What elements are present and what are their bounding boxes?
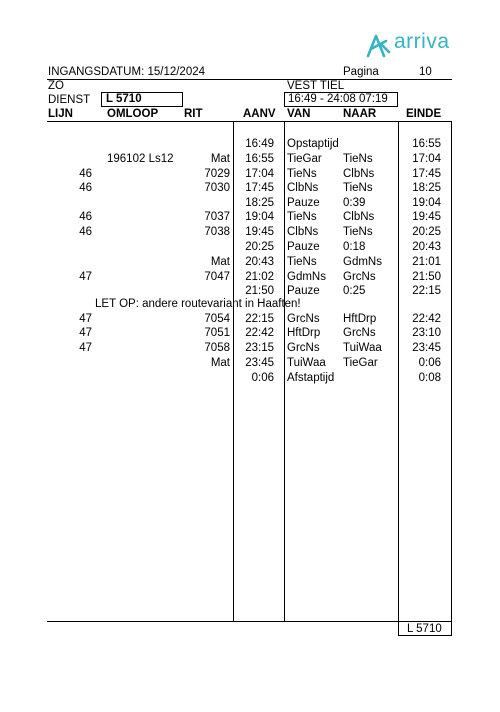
cell-naar: GdmNs <box>343 256 382 268</box>
table-row <box>0 271 500 286</box>
cell-van: ClbNs <box>287 182 319 194</box>
cell-einde: 17:04 <box>412 153 441 165</box>
dienst-label: DIENST <box>48 94 91 106</box>
cell-naar: HftDrp <box>343 313 377 325</box>
cell-lijn: 46 <box>79 211 92 223</box>
table-row <box>0 241 500 256</box>
cell-van: GdmNs <box>287 271 326 283</box>
cell-rit: Mat <box>210 256 230 268</box>
table-row <box>0 342 500 357</box>
pagina-value: 10 <box>419 66 432 78</box>
day-code: ZO <box>48 80 64 92</box>
cell-naar: GrcNs <box>343 327 376 339</box>
cell-lijn: 46 <box>79 182 92 194</box>
cell-aanv: 19:45 <box>245 226 274 238</box>
cell-einde: 17:45 <box>412 168 441 180</box>
cell-aanv: 18:25 <box>245 197 274 209</box>
col-rit: RIT <box>184 108 203 120</box>
col-omloop: OMLOOP <box>107 108 159 120</box>
table-row <box>0 372 500 387</box>
cell-naar: 0:18 <box>343 241 366 253</box>
col-aanv: AANV <box>243 108 276 120</box>
table-row <box>0 357 500 372</box>
table-row <box>0 211 500 226</box>
cell-einde: 22:15 <box>412 285 441 297</box>
footer-dienst-code: L 5710 <box>407 623 442 635</box>
col-einde: EINDE <box>406 108 442 120</box>
cell-aanv: 21:50 <box>245 285 274 297</box>
cell-aanv: 0:06 <box>251 372 274 384</box>
cell-einde: 20:43 <box>412 241 441 253</box>
cell-van: TuiWaa <box>287 357 326 369</box>
cell-van: GrcNs <box>287 313 320 325</box>
cell-van: Afstaptijd <box>287 372 335 384</box>
cell-einde: 23:10 <box>412 327 441 339</box>
cell-rit: 7037 <box>204 211 230 223</box>
cell-naar: ClbNs <box>343 168 375 180</box>
arriva-wordmark: arriva <box>394 30 450 53</box>
cell-aanv: 17:45 <box>245 182 274 194</box>
cell-naar: GrcNs <box>343 271 376 283</box>
cell-rit: 7051 <box>204 327 230 339</box>
cell-einde: 19:04 <box>412 197 441 209</box>
cell-rit: 7054 <box>204 313 230 325</box>
cell-van: GrcNs <box>287 342 320 354</box>
table-row <box>0 182 500 197</box>
cell-lijn: 46 <box>79 168 92 180</box>
cell-einde: 0:06 <box>418 357 441 369</box>
cell-einde: 19:45 <box>412 211 441 223</box>
table-row <box>0 226 500 241</box>
cell-aanv: 23:45 <box>245 357 274 369</box>
cell-lijn: 47 <box>79 271 92 283</box>
cell-van: Pauze <box>287 241 320 253</box>
cell-aanv: 20:25 <box>245 241 274 253</box>
table-row <box>0 138 500 153</box>
cell-van: Pauze <box>287 197 320 209</box>
cell-lijn: 47 <box>79 327 92 339</box>
pagina-label: Pagina <box>343 66 379 78</box>
cell-van: HftDrp <box>287 327 321 339</box>
cell-aanv: 16:49 <box>245 138 274 150</box>
cell-aanv: 17:04 <box>245 168 274 180</box>
table-row <box>0 256 500 271</box>
cell-naar: ClbNs <box>343 211 375 223</box>
cell-van: TieGar <box>287 153 322 165</box>
cell-rit: Mat <box>210 153 230 165</box>
dienst-value: L 5710 <box>106 93 142 105</box>
col-naar: NAAR <box>343 108 377 120</box>
cell-naar: 0:39 <box>343 197 366 209</box>
footer-rule <box>47 621 452 622</box>
cell-einde: 18:25 <box>412 182 441 194</box>
cell-omloop: 196102 Ls12 <box>107 153 174 165</box>
cell-aanv: 16:55 <box>245 153 274 165</box>
col-lijn: LIJN <box>48 108 73 120</box>
cell-rit: 7058 <box>204 342 230 354</box>
cell-naar: TieNs <box>343 182 373 194</box>
cell-einde: 22:42 <box>412 313 441 325</box>
table-row <box>0 327 500 342</box>
cell-einde: 21:01 <box>412 256 441 268</box>
table-row <box>0 313 500 328</box>
route-note: LET OP: andere routevariant in Haaften! <box>95 298 301 310</box>
cell-van: TieNs <box>287 168 317 180</box>
footer-dienst-box <box>398 621 452 636</box>
arriva-logo <box>364 32 460 62</box>
cell-van: Pauze <box>287 285 320 297</box>
time-range: 16:49 - 24:08 07:19 <box>288 93 388 105</box>
cell-van: ClbNs <box>287 226 319 238</box>
location: VEST TIEL <box>287 80 345 92</box>
table-row <box>0 153 500 168</box>
cell-einde: 0:08 <box>418 372 441 384</box>
cell-aanv: 23:15 <box>245 342 274 354</box>
cell-rit: 7047 <box>204 271 230 283</box>
cell-aanv: 20:43 <box>245 256 274 268</box>
dienst-box <box>101 92 183 107</box>
cell-rit: 7029 <box>204 168 230 180</box>
cell-van: Opstaptijd <box>287 138 339 150</box>
ingangsdatum: INGANGSDATUM: 15/12/2024 <box>48 66 206 78</box>
cell-naar: TieNs <box>343 153 373 165</box>
col-van: VAN <box>287 108 311 120</box>
arriva-logo-icon <box>364 32 392 60</box>
cell-aanv: 22:15 <box>245 313 274 325</box>
cell-einde: 23:45 <box>412 342 441 354</box>
cell-einde: 16:55 <box>412 138 441 150</box>
cell-naar: TieNs <box>343 226 373 238</box>
table-header-rule <box>47 121 452 122</box>
cell-einde: 20:25 <box>412 226 441 238</box>
table-row <box>0 168 500 183</box>
header-rule <box>47 79 452 80</box>
table-row <box>0 197 500 212</box>
cell-einde: 21:50 <box>412 271 441 283</box>
cell-lijn: 47 <box>79 313 92 325</box>
cell-naar: TieGar <box>343 357 378 369</box>
cell-aanv: 22:42 <box>245 327 274 339</box>
cell-rit: Mat <box>210 357 230 369</box>
cell-rit: 7038 <box>204 226 230 238</box>
cell-lijn: 47 <box>79 342 92 354</box>
cell-aanv: 21:02 <box>245 271 274 283</box>
time-range-box <box>284 92 398 107</box>
cell-lijn: 46 <box>79 226 92 238</box>
cell-naar: 0:25 <box>343 285 366 297</box>
cell-van: TieNs <box>287 256 317 268</box>
cell-rit: 7030 <box>204 182 230 194</box>
cell-van: TieNs <box>287 211 317 223</box>
cell-aanv: 19:04 <box>245 211 274 223</box>
cell-naar: TuiWaa <box>343 342 382 354</box>
